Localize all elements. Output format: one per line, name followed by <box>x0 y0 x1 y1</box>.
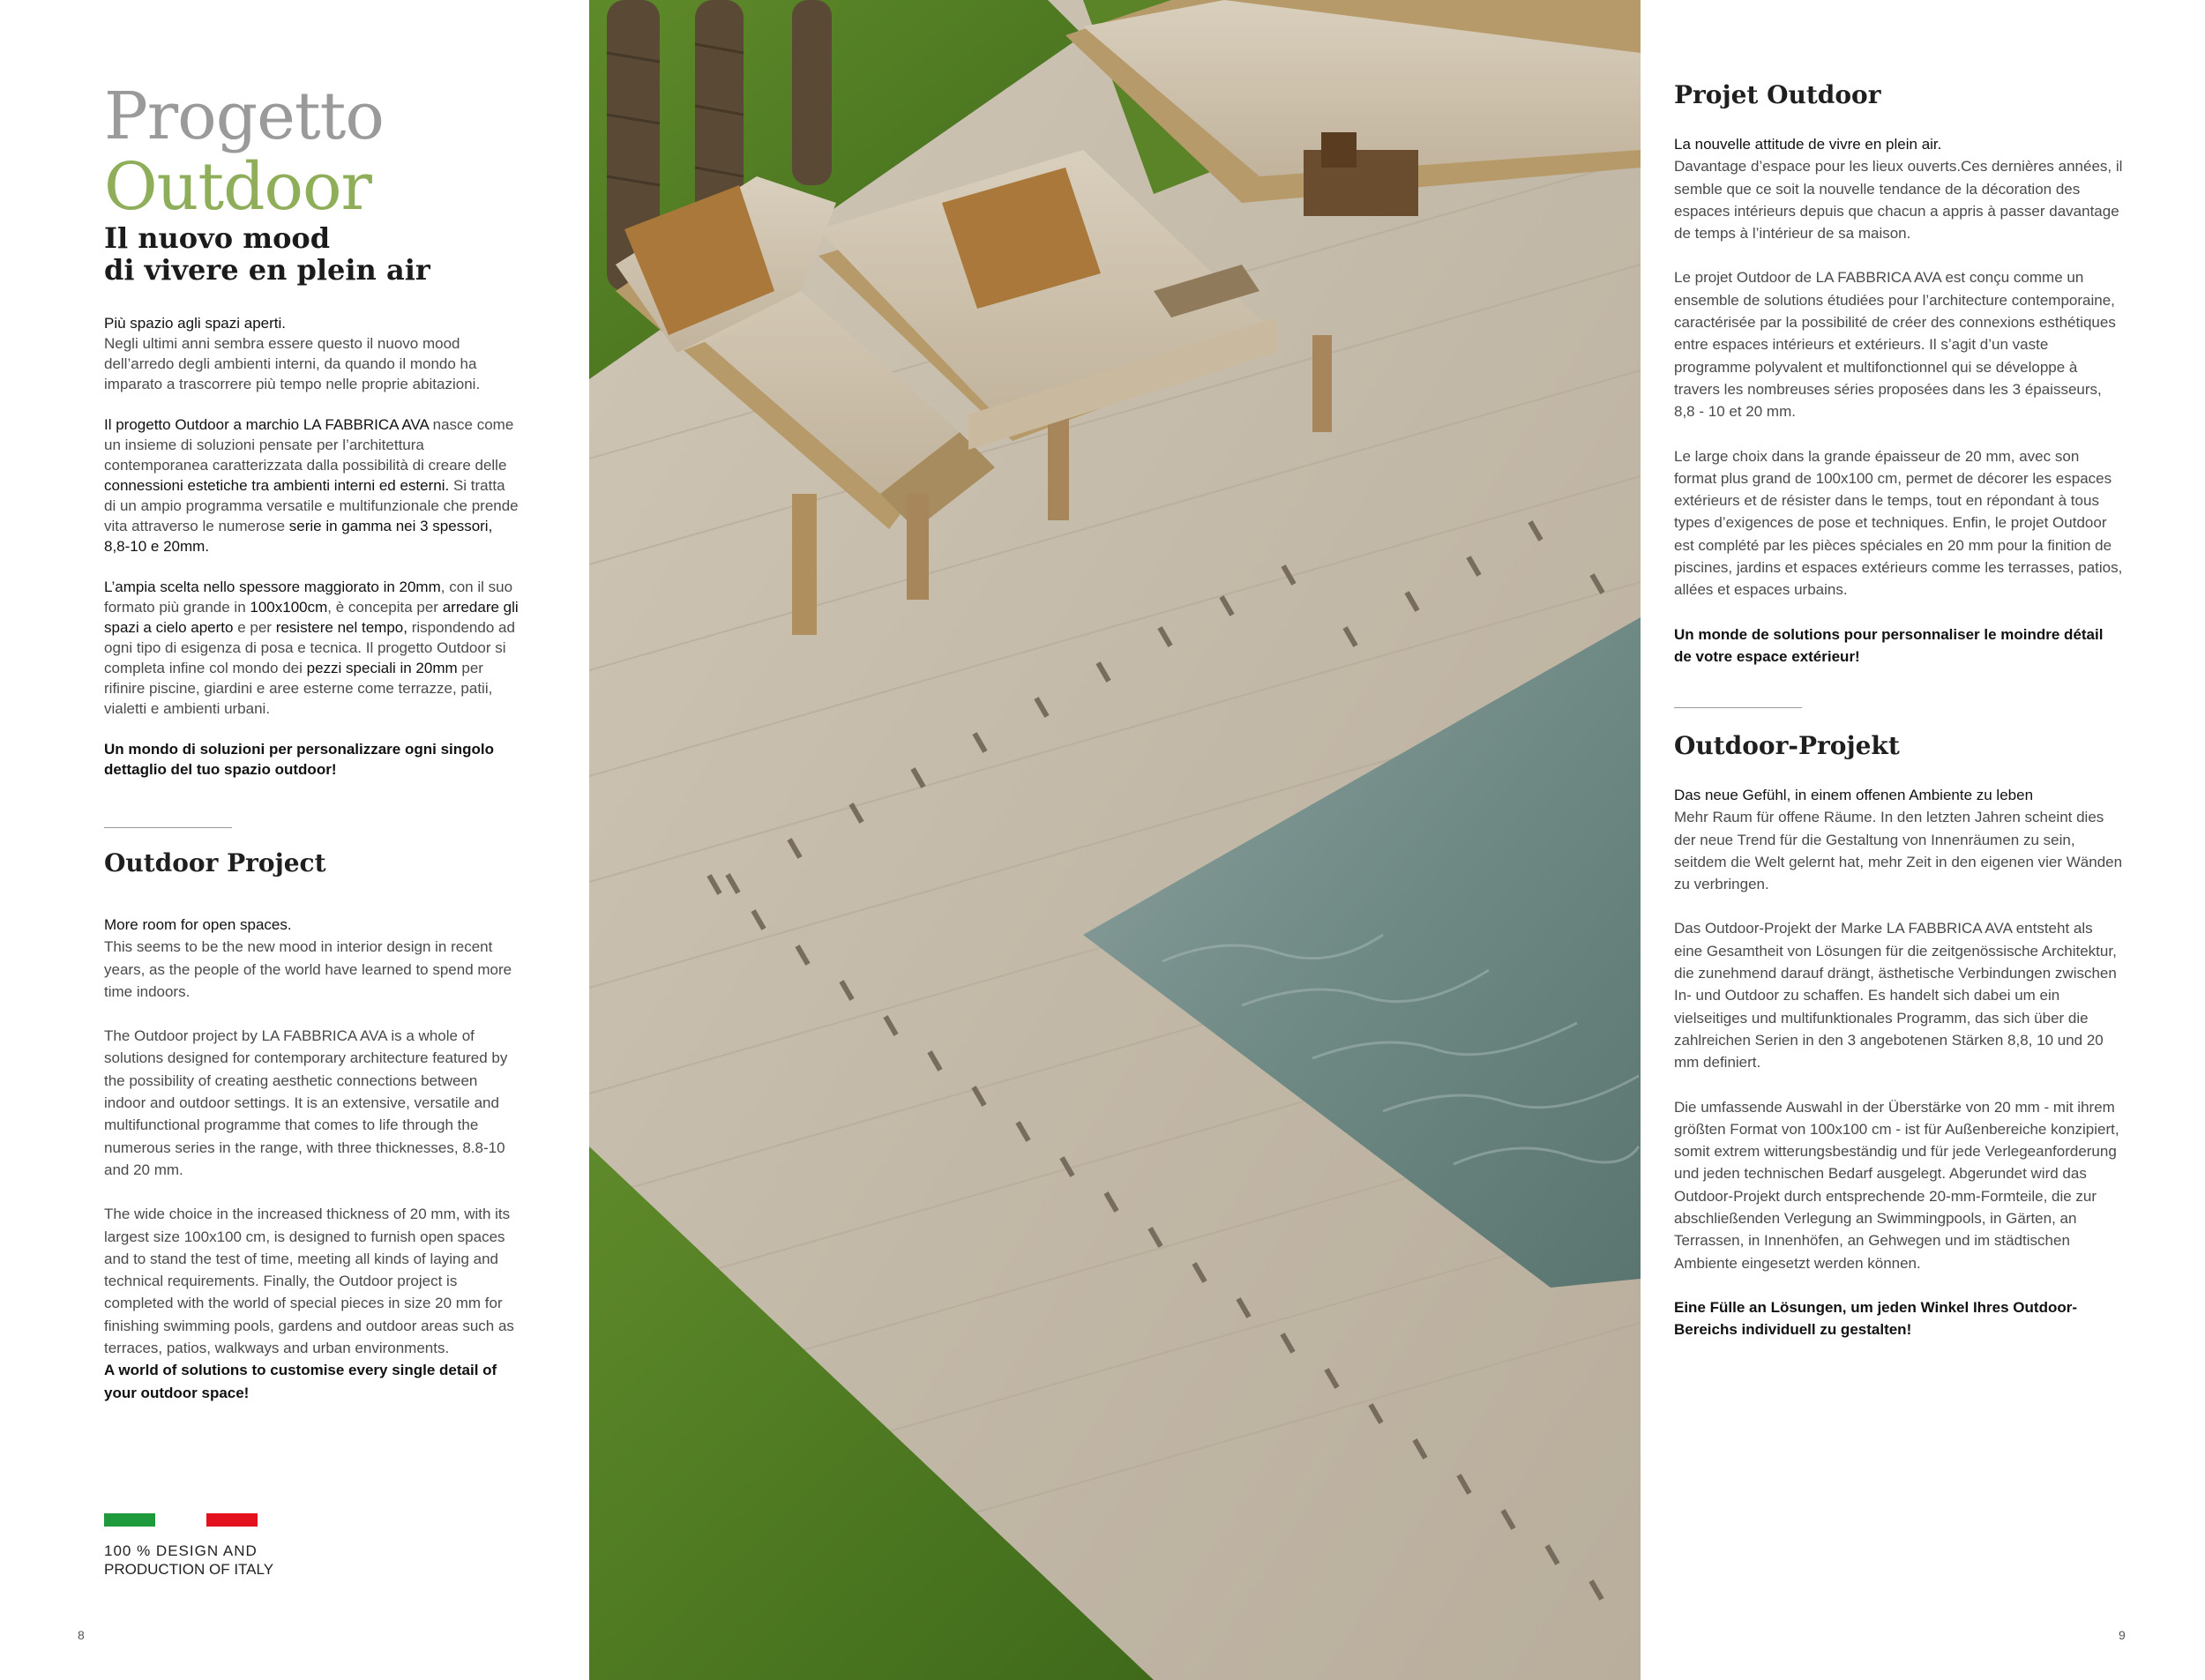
divider-right <box>1674 707 1802 708</box>
italy-line-2: PRODUCTION OF ITALY <box>104 1561 274 1578</box>
right-page <box>1641 0 2205 1680</box>
fr-paragraph-2: Le projet Outdoor de LA FABBRICA AVA est conçu comme un ensemble de solutions étudiées pour l’architecture contemporaine, caractérisée par la possibilité de créer des connexions esthétiques entre espaces intérieurs et extérieurs. Il s’agit d’un vaste programme polyvalent et multifonctionnel qui se développe à travers les nombreuses séries proposées dans les 3 épaisseurs, 8,8 - 10 et 20 mm. <box>1674 269 2116 421</box>
fr-closing: Un monde de solutions pour personnaliser le moindre détail de votre espace extérieur! <box>1674 625 2104 665</box>
de-closing: Eine Fülle an Lösungen, um jeden Winkel Ihres Outdoor-Bereichs individuell zu gestalten! <box>1674 1298 2077 1339</box>
en-closing: A world of solutions to customise every single detail of your outdoor space! <box>104 1362 497 1401</box>
it-p2-e: serie in gamma nei 3 spessori, 8,8-10 e 20mm. <box>104 518 493 555</box>
italy-flag-red <box>206 1513 258 1527</box>
en-paragraph-1: This seems to be the new mood in interior design in recent years, as the people of the world have learned to spend more time indoors. <box>104 938 512 1000</box>
title-line-1: Progetto <box>104 78 384 154</box>
it-closing: Un mondo di soluzioni per personalizzare ogni singolo dettaglio del tuo spazio outdoor! <box>104 741 495 778</box>
de-title: Outdoor-Projekt <box>1674 731 1900 760</box>
en-title: Outdoor Project <box>104 848 326 877</box>
de-paragraph-2: Das Outdoor-Projekt der Marke LA FABBRICA AVA entsteht als eine Gesamtheit von Lösungen für die zeitgenössische Architektur, die zunehmend darauf drängt, ästhetische Verbindungen zwischen In- und Outdoor zu schaffen. Es handelt sich dabei um ein vielseitiges und multifunktionales Programm, das sich über die zahlreichen Serien in den 3 angebotenen Stärken 8,8, 10 und 20 mm definiert. <box>1674 920 2117 1071</box>
divider-left <box>104 827 232 828</box>
title-line-2: Outdoor <box>104 149 371 225</box>
it-p3-e: arredare gli spazi a cielo aperto <box>104 599 519 636</box>
it-lead: Più spazio agli spazi aperti. <box>104 315 287 332</box>
it-p3-c: 100x100cm <box>250 599 328 616</box>
page-subtitle <box>104 222 430 286</box>
en-lead: More room for open spaces. <box>104 916 292 933</box>
subtitle-line-1: Il nuovo mood <box>104 221 331 255</box>
italy-badge <box>104 1542 273 1579</box>
it-p3-j: per rifinire piscine, giardini e aree esterne come terrazze, patii, vialetti e ambienti urbani. <box>104 660 493 717</box>
it-p3-f: e per <box>233 619 276 636</box>
it-paragraph-1: Negli ultimi anni sembra essere questo il nuovo mood dell’arredo degli ambienti interni, da quando il mondo ha imparato a trascorrere più tempo nelle proprie abitazioni. <box>104 335 481 392</box>
italy-flag-green <box>104 1513 155 1527</box>
left-page <box>0 0 589 1680</box>
page-title <box>104 78 384 225</box>
outdoor-pool-photo <box>589 0 1641 1680</box>
it-paragraph-2 <box>104 414 519 556</box>
it-p3-g: resistere nel tempo, <box>275 619 407 636</box>
it-p2-b: nasce come un insieme di soluzioni pensate per l’architettura contemporanea caratterizzata dalla possibilità di creare delle <box>104 416 514 474</box>
it-p2-d: Si tratta di un ampio programma versatile e multifunzionale che prende vita attraverso le numerose <box>104 477 519 534</box>
fr-paragraph-1: Davantage d’espace pour les lieux ouverts.Ces dernières années, il semble que ce soit la nouvelle tendance de la décoration des espaces intérieurs depuis que chacun a appris à passer davantage de temps à l’intérieur de sa maison. <box>1674 158 2123 243</box>
it-p3-d: , è concepita per <box>327 599 443 616</box>
it-p3-b: , con il suo formato più grande in <box>104 579 513 616</box>
fr-intro-paragraph <box>1674 133 2124 244</box>
english-text <box>104 914 519 1424</box>
en-intro-paragraph <box>104 914 519 1003</box>
it-p3-h: rispondendo ad ogni tipo di esigenza di posa e tecnica. Il progetto Outdoor si completa infine col mondo dei <box>104 619 515 676</box>
de-lead: Das neue Gefühl, in einem offenen Ambiente zu leben <box>1674 787 2034 803</box>
fr-paragraph-3: Le large choix dans la grande épaisseur de 20 mm, avec son format plus grand de 100x100 cm, permet de décorer les espaces extérieurs et de résister dans le temps, tout en répondant à tous types d’exigences de pose et techniques. Enfin, le projet Outdoor est complété par les pièces spéciales en 20 mm pour la finition de piscines, jardins et espaces extérieurs comme les terrasses, patios, allées et espaces urbains. <box>1674 447 2123 599</box>
it-p2-a: Il progetto Outdoor a marchio LA FABBRICA AVA <box>104 416 429 433</box>
subtitle-line-2: di vivere en plein air <box>104 253 430 287</box>
it-intro-paragraph <box>104 313 519 394</box>
page-number-left: 8 <box>78 1628 85 1642</box>
it-p3-a: L’ampia scelta nello spessore maggiorato in 20mm <box>104 579 441 595</box>
german-text <box>1674 784 2124 1362</box>
italy-line-1: 100 % DESIGN AND <box>104 1542 258 1559</box>
de-intro-paragraph <box>1674 784 2124 895</box>
page-number-right: 9 <box>2119 1628 2126 1642</box>
italian-text <box>104 313 519 800</box>
french-text <box>1674 133 2124 688</box>
it-paragraph-3 <box>104 577 519 719</box>
it-p3-i: pezzi speciali in 20mm <box>306 660 458 676</box>
photo-illustration <box>589 0 1641 1680</box>
en-paragraph-2: The Outdoor project by LA FABBRICA AVA is a whole of solutions designed for contemporary architecture featured by the possibility of creating aesthetic connections between indoor and outdoor settings. It is an extensive, versatile and multifunctional programme that comes to life through the numerous series in the range, with three thicknesses, 8.8-10 and 20 mm. <box>104 1027 508 1178</box>
de-paragraph-1: Mehr Raum für offene Räume. In den letzten Jahren scheint dies der neue Trend für die Gestaltung von Innenräumen zu sein, seitdem die Welt gelernt hat, mehr Zeit in den eigenen vier Wänden zu verbringen. <box>1674 809 2123 893</box>
de-paragraph-3: Die umfassende Auswahl in der Überstärke von 20 mm - mit ihrem größten Format von 100x100 cm - ist für Außenbereiche konzipiert, somit extrem witterungsbeständig und für jede Verlegeanforderung und jeden technischen Bedarf ausgelegt. Abgerundet wird das Outdoor-Projekt durch entsprechende 20-mm-Formteile, die zur abschließenden Verlegung an Swimmingpools, in Gärten, an Terrassen, in Innenhöfen, an Gehwegen und im städtischen Ambiente eingesetzt werden können. <box>1674 1098 2119 1272</box>
fr-lead: La nouvelle attitude de vivre en plein air. <box>1674 136 1942 153</box>
it-p2-c: connessioni estetiche tra ambienti interni ed esterni. <box>104 477 450 494</box>
fr-title: Projet Outdoor <box>1674 80 1881 109</box>
en-paragraph-3: The wide choice in the increased thickness of 20 mm, with its largest size 100x100 cm, is designed to furnish open spaces and to stand the test of time, meeting all kinds of laying and technical requirements. Finally, the Outdoor project is completed with the world of special pieces in size 20 mm for finishing swimming pools, gardens and outdoor areas such as terraces, patios, walkways and urban environments. <box>104 1206 514 1357</box>
